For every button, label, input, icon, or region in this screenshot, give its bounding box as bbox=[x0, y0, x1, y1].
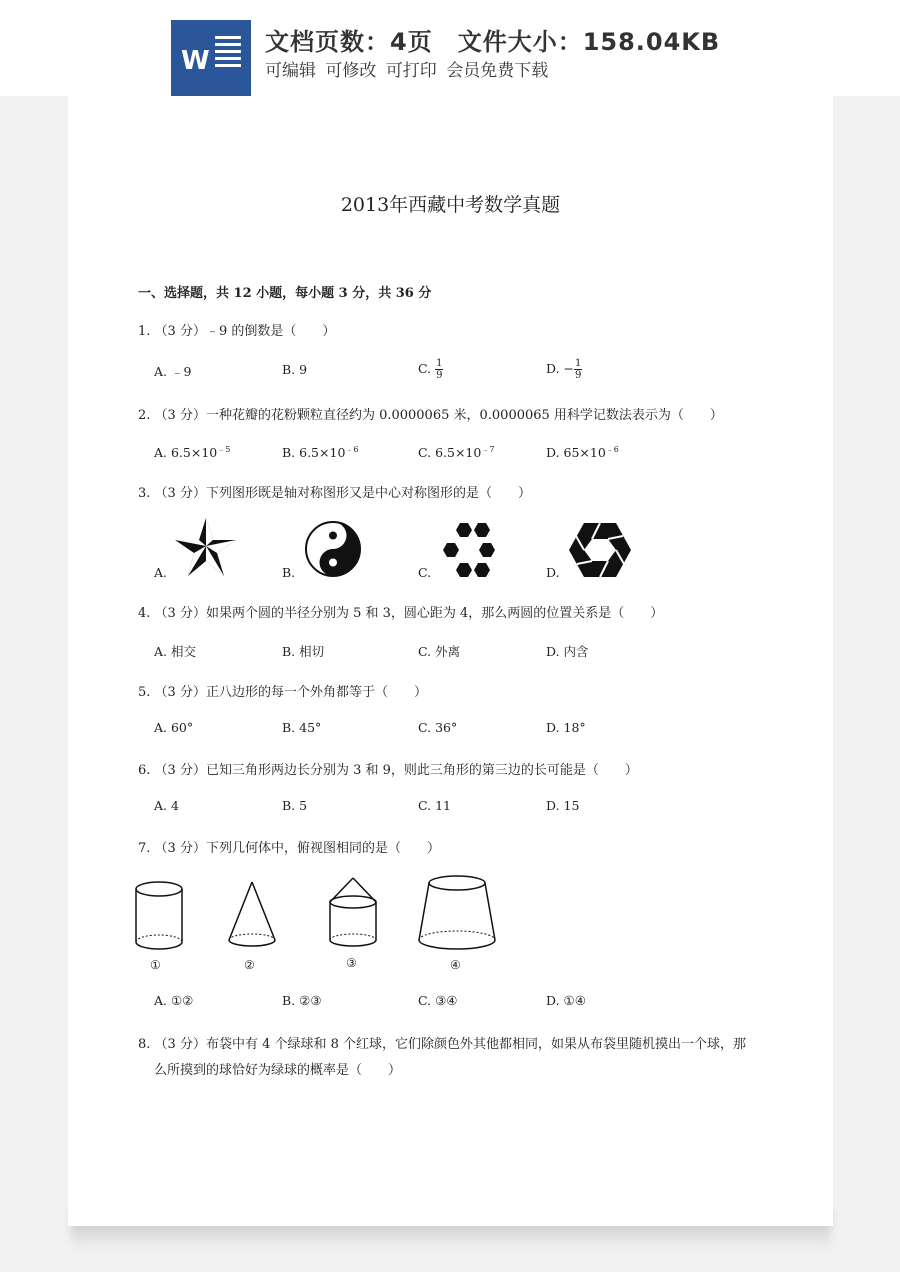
q5-option-c: C. 36° bbox=[418, 720, 458, 735]
question-3: 3. （3 分）下列图形既是轴对称图形又是中心对称图形的是（ ） bbox=[138, 486, 531, 501]
word-letter: W bbox=[181, 46, 210, 76]
cone-figure-icon bbox=[226, 880, 278, 952]
solid-label-3: ③ bbox=[346, 956, 357, 970]
word-document-icon bbox=[171, 20, 251, 96]
q4-option-a: A. 相交 bbox=[154, 644, 196, 659]
q3-option-c: C. bbox=[418, 565, 432, 580]
q5-option-a: A. 60° bbox=[154, 720, 194, 735]
q7-option-b: B. ②③ bbox=[282, 993, 322, 1008]
q2-option-c: C. $6.5\times 10^{﹣7}$ bbox=[418, 445, 495, 461]
q5-option-b: B. 45° bbox=[282, 720, 322, 735]
q2-option-b: B. $6.5\times 10^{﹣6}$ bbox=[282, 445, 359, 461]
q4-option-c: C. 外离 bbox=[418, 644, 461, 659]
document-page bbox=[68, 96, 833, 1226]
fraction: $\frac{1}{9}$ bbox=[575, 358, 582, 381]
file-info-title: 文档页数：4页 文件大小：158.04KB bbox=[265, 28, 721, 56]
q2-option-a: A. $6.5\times 10^{﹣5}$ bbox=[154, 445, 231, 461]
document-title: 2013年西藏中考数学真题 bbox=[340, 194, 561, 216]
q1-option-b: B. 9 bbox=[282, 362, 308, 377]
q1-option-d: D. − $\frac{1}{9}$ bbox=[546, 358, 582, 381]
question-1: 1. （3 分）﹣9 的倒数是（ ） bbox=[138, 324, 336, 339]
q5-option-d: D. 18° bbox=[546, 720, 586, 735]
question-8-line-2: 么所摸到的球恰好为绿球的概率是（ ） bbox=[154, 1063, 402, 1078]
question-4: 4. （3 分）如果两个圆的半径分别为 5 和 3，圆心距为 4，那么两圆的位置关系是（ ） bbox=[138, 606, 664, 621]
q3-option-b: B. bbox=[282, 565, 296, 580]
q6-option-a: A. 4 bbox=[154, 798, 179, 813]
cone-on-cylinder-icon bbox=[326, 876, 380, 952]
frustum-figure-icon bbox=[416, 874, 498, 954]
section-heading: 一、选择题，共 12 小题，每小题 3 分，共 36 分 bbox=[138, 286, 432, 301]
q3-option-a: A. bbox=[154, 565, 168, 580]
question-8-line-1: 8. （3 分）布袋中有 4 个绿球和 8 个红球，它们除颜色外其他都相同，如果从布袋里随机摸出一个球，那 bbox=[138, 1037, 747, 1052]
question-5: 5. （3 分）正八边形的每一个外角都等于（ ） bbox=[138, 685, 427, 700]
q1-option-c: C. $\frac{1}{9}$ bbox=[418, 358, 443, 381]
question-7: 7. （3 分）下列几何体中，俯视图相同的是（ ） bbox=[138, 841, 440, 856]
q6-option-b: B. 5 bbox=[282, 798, 308, 813]
q1-option-a: A. ﹣9 bbox=[154, 364, 192, 379]
fraction: $\frac{1}{9}$ bbox=[436, 358, 443, 381]
q7-option-d: D. ①④ bbox=[546, 993, 586, 1008]
file-info-subtitle: 可编辑 可修改 可打印 会员免费下载 bbox=[265, 61, 549, 81]
question-2: 2. （3 分）一种花瓣的花粉颗粒直径约为 0.0000065 米，0.0000065 用科学记数法表示为（ ） bbox=[138, 408, 723, 423]
q4-option-d: D. 内含 bbox=[546, 644, 589, 659]
word-lines-icon bbox=[215, 36, 241, 82]
hexagon-ring-icon bbox=[438, 522, 500, 578]
q2-option-d: D. $65\times 10^{﹣6}$ bbox=[546, 445, 619, 461]
pinwheel-hexagon-icon bbox=[568, 522, 632, 578]
q7-option-c: C. ③④ bbox=[418, 993, 458, 1008]
solid-label-1: ① bbox=[150, 958, 161, 972]
solid-label-2: ② bbox=[244, 958, 255, 972]
star-figure-icon bbox=[172, 516, 238, 578]
q3-option-d: D. bbox=[546, 565, 560, 580]
q7-option-a: A. ①② bbox=[154, 993, 194, 1008]
cylinder-figure-icon bbox=[132, 880, 186, 952]
solid-label-4: ④ bbox=[450, 958, 461, 972]
q6-option-d: D. 15 bbox=[546, 798, 580, 813]
question-6: 6. （3 分）已知三角形两边长分别为 3 和 9，则此三角形的第三边的长可能是（ ） bbox=[138, 763, 638, 778]
q6-option-c: C. 11 bbox=[418, 798, 451, 813]
q4-option-b: B. 相切 bbox=[282, 644, 325, 659]
yin-yang-icon bbox=[304, 520, 362, 578]
header-bar bbox=[0, 0, 900, 96]
